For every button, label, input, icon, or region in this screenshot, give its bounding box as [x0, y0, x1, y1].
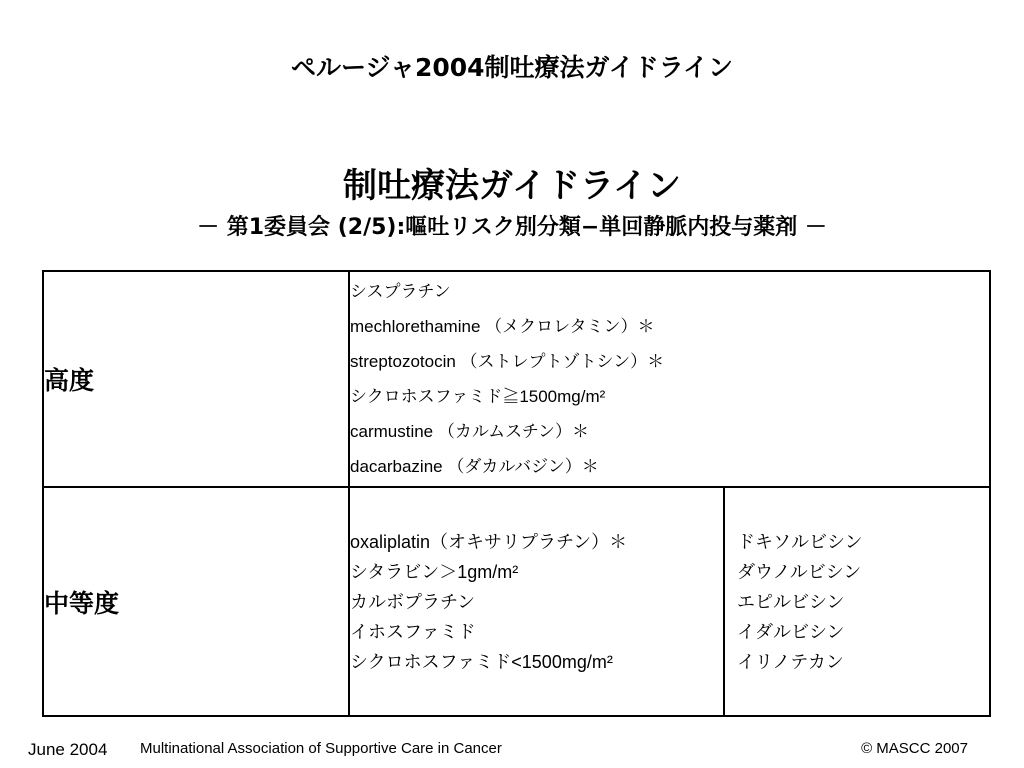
drug-item: mechlorethamine （メクロレタミン）＊	[350, 317, 655, 336]
table-row-high-risk	[43, 271, 990, 487]
moderate-risk-drug-list-right	[724, 487, 990, 716]
drug-item: シスプラチン	[350, 282, 451, 301]
footer-date: June 2004	[28, 740, 108, 759]
drug-item: oxaliplatin（オキサリプラチン）＊	[350, 531, 628, 552]
emetic-risk-table	[42, 270, 991, 717]
moderate-risk-drug-list-left	[349, 487, 724, 716]
footer-copyright: © MASCC 2007	[861, 740, 968, 757]
slide-subtitle: － 第1委員会 (2/5):嘔吐リスク別分類−単回静脈内投与薬剤 －	[197, 215, 827, 240]
drug-item: dacarbazine （ダカルバジン）＊	[350, 457, 599, 476]
high-risk-drug-list	[349, 271, 990, 487]
slide-main-title: 制吐療法ガイドライン	[343, 166, 681, 206]
table-row-moderate-risk	[43, 487, 990, 716]
drug-item: carmustine （カルムスチン）＊	[350, 422, 589, 441]
drug-item: シタラビン＞1gm/m²	[350, 561, 519, 582]
drug-item: イホスファミド	[350, 621, 476, 642]
drug-item: ドキソルビシン	[737, 531, 863, 552]
drug-item: シクロホスファミド<1500mg/m²	[350, 651, 613, 672]
drug-item: エピルビシン	[737, 591, 845, 612]
drug-item: streptozotocin （ストレプトゾトシン）＊	[350, 352, 665, 371]
drug-item: シクロホスファミド≧1500mg/m²	[350, 387, 606, 406]
slide-header-title: ペルージャ2004制吐療法ガイドライン	[290, 53, 734, 82]
drug-item: イダルビシン	[737, 621, 845, 642]
footer-organization: Multinational Association of Supportive Care in Cancer	[140, 740, 502, 757]
risk-level-high: 高度	[43, 271, 349, 487]
drug-item: ダウノルビシン	[737, 561, 862, 582]
risk-level-moderate: 中等度	[43, 487, 349, 716]
drug-item: イリノテカン	[737, 651, 844, 672]
drug-item: カルボプラチン	[350, 591, 476, 612]
